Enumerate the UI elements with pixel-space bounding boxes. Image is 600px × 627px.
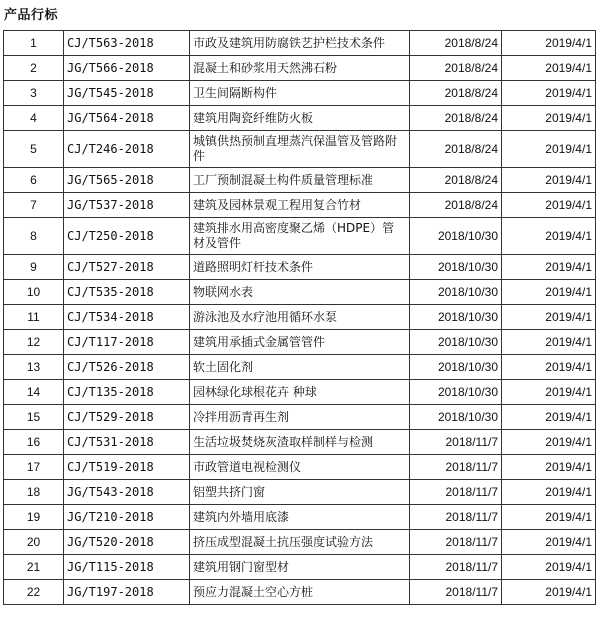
publish-date: 2018/8/24 xyxy=(410,56,502,81)
standard-code: CJ/T135-2018 xyxy=(64,380,190,405)
publish-date: 2018/8/24 xyxy=(410,193,502,218)
effective-date: 2019/4/1 xyxy=(502,480,596,505)
publish-date: 2018/8/24 xyxy=(410,168,502,193)
standard-code: CJ/T531-2018 xyxy=(64,430,190,455)
publish-date: 2018/8/24 xyxy=(410,131,502,168)
publish-date: 2018/10/30 xyxy=(410,255,502,280)
standard-code: CJ/T519-2018 xyxy=(64,455,190,480)
row-number: 6 xyxy=(4,168,64,193)
row-number: 10 xyxy=(4,280,64,305)
publish-date: 2018/11/7 xyxy=(410,430,502,455)
effective-date: 2019/4/1 xyxy=(502,131,596,168)
standard-code: CJ/T246-2018 xyxy=(64,131,190,168)
effective-date: 2019/4/1 xyxy=(502,505,596,530)
standards-table xyxy=(3,30,596,605)
publish-date: 2018/11/7 xyxy=(410,480,502,505)
standard-code: JG/T537-2018 xyxy=(64,193,190,218)
row-number: 18 xyxy=(4,480,64,505)
standard-code: CJ/T534-2018 xyxy=(64,305,190,330)
effective-date: 2019/4/1 xyxy=(502,168,596,193)
table-row xyxy=(4,530,596,555)
standard-name: 建筑用钢门窗型材 xyxy=(190,555,410,580)
effective-date: 2019/4/1 xyxy=(502,330,596,355)
effective-date: 2019/4/1 xyxy=(502,81,596,106)
table-row xyxy=(4,193,596,218)
standard-name: 市政及建筑用防腐铁艺护栏技术条件 xyxy=(190,31,410,56)
standard-name: 铝塑共挤门窗 xyxy=(190,480,410,505)
standard-code: JG/T564-2018 xyxy=(64,106,190,131)
effective-date: 2019/4/1 xyxy=(502,530,596,555)
row-number: 7 xyxy=(4,193,64,218)
page-title: 产品行标 xyxy=(4,8,59,23)
standard-code: JG/T545-2018 xyxy=(64,81,190,106)
standard-code: CJ/T117-2018 xyxy=(64,330,190,355)
publish-date: 2018/8/24 xyxy=(410,106,502,131)
standard-code: CJ/T535-2018 xyxy=(64,280,190,305)
standard-name: 混凝土和砂浆用天然沸石粉 xyxy=(190,56,410,81)
row-number: 4 xyxy=(4,106,64,131)
effective-date: 2019/4/1 xyxy=(502,280,596,305)
publish-date: 2018/10/30 xyxy=(410,305,502,330)
row-number: 21 xyxy=(4,555,64,580)
standard-name: 建筑内外墙用底漆 xyxy=(190,505,410,530)
row-number: 3 xyxy=(4,81,64,106)
standard-name: 挤压成型混凝土抗压强度试验方法 xyxy=(190,530,410,555)
publish-date: 2018/10/30 xyxy=(410,405,502,430)
effective-date: 2019/4/1 xyxy=(502,405,596,430)
publish-date: 2018/11/7 xyxy=(410,530,502,555)
row-number: 20 xyxy=(4,530,64,555)
publish-date: 2018/8/24 xyxy=(410,81,502,106)
effective-date: 2019/4/1 xyxy=(502,31,596,56)
table-row xyxy=(4,455,596,480)
standard-code: CJ/T529-2018 xyxy=(64,405,190,430)
publish-date: 2018/10/30 xyxy=(410,218,502,255)
row-number: 22 xyxy=(4,580,64,605)
standard-name: 生活垃圾焚烧灰渣取样制样与检测 xyxy=(190,430,410,455)
standard-code: JG/T210-2018 xyxy=(64,505,190,530)
publish-date: 2018/10/30 xyxy=(410,330,502,355)
table-row xyxy=(4,106,596,131)
table-row xyxy=(4,555,596,580)
publish-date: 2018/11/7 xyxy=(410,505,502,530)
publish-date: 2018/8/24 xyxy=(410,31,502,56)
standard-name: 冷拌用沥青再生剂 xyxy=(190,405,410,430)
table-row xyxy=(4,56,596,81)
effective-date: 2019/4/1 xyxy=(502,430,596,455)
effective-date: 2019/4/1 xyxy=(502,555,596,580)
row-number: 9 xyxy=(4,255,64,280)
effective-date: 2019/4/1 xyxy=(502,380,596,405)
row-number: 17 xyxy=(4,455,64,480)
standard-name: 城镇供热预制直埋蒸汽保温管及管路附件 xyxy=(190,131,410,168)
standard-name: 建筑及园林景观工程用复合竹材 xyxy=(190,193,410,218)
row-number: 15 xyxy=(4,405,64,430)
standard-code: CJ/T527-2018 xyxy=(64,255,190,280)
standard-name: 园林绿化球根花卉 种球 xyxy=(190,380,410,405)
table-row xyxy=(4,480,596,505)
standard-name: 建筑用陶瓷纤维防火板 xyxy=(190,106,410,131)
table-row xyxy=(4,580,596,605)
row-number: 19 xyxy=(4,505,64,530)
standard-code: JG/T565-2018 xyxy=(64,168,190,193)
effective-date: 2019/4/1 xyxy=(502,193,596,218)
row-number: 13 xyxy=(4,355,64,380)
standard-code: JG/T197-2018 xyxy=(64,580,190,605)
standard-code: CJ/T526-2018 xyxy=(64,355,190,380)
table-row xyxy=(4,131,596,168)
standard-name: 物联网水表 xyxy=(190,280,410,305)
table-row xyxy=(4,218,596,255)
table-row xyxy=(4,380,596,405)
standard-name: 游泳池及水疗池用循环水泵 xyxy=(190,305,410,330)
effective-date: 2019/4/1 xyxy=(502,455,596,480)
row-number: 2 xyxy=(4,56,64,81)
table-row xyxy=(4,430,596,455)
row-number: 1 xyxy=(4,31,64,56)
effective-date: 2019/4/1 xyxy=(502,255,596,280)
standard-code: CJ/T250-2018 xyxy=(64,218,190,255)
row-number: 11 xyxy=(4,305,64,330)
effective-date: 2019/4/1 xyxy=(502,106,596,131)
publish-date: 2018/11/7 xyxy=(410,580,502,605)
standard-name: 市政管道电视检测仪 xyxy=(190,455,410,480)
standard-name: 预应力混凝土空心方桩 xyxy=(190,580,410,605)
standard-code: JG/T543-2018 xyxy=(64,480,190,505)
publish-date: 2018/10/30 xyxy=(410,380,502,405)
table-row xyxy=(4,355,596,380)
effective-date: 2019/4/1 xyxy=(502,305,596,330)
effective-date: 2019/4/1 xyxy=(502,355,596,380)
row-number: 16 xyxy=(4,430,64,455)
table-body xyxy=(4,31,596,605)
publish-date: 2018/11/7 xyxy=(410,455,502,480)
table-row xyxy=(4,280,596,305)
standard-code: JG/T115-2018 xyxy=(64,555,190,580)
row-number: 14 xyxy=(4,380,64,405)
effective-date: 2019/4/1 xyxy=(502,218,596,255)
standard-name: 道路照明灯杆技术条件 xyxy=(190,255,410,280)
row-number: 8 xyxy=(4,218,64,255)
publish-date: 2018/10/30 xyxy=(410,355,502,380)
effective-date: 2019/4/1 xyxy=(502,580,596,605)
table-row xyxy=(4,405,596,430)
table-row xyxy=(4,505,596,530)
table-row xyxy=(4,81,596,106)
table-row xyxy=(4,168,596,193)
standard-code: CJ/T563-2018 xyxy=(64,31,190,56)
row-number: 5 xyxy=(4,131,64,168)
table-row xyxy=(4,31,596,56)
row-number: 12 xyxy=(4,330,64,355)
standard-name: 建筑排水用高密度聚乙烯（HDPE）管材及管件 xyxy=(190,218,410,255)
publish-date: 2018/10/30 xyxy=(410,280,502,305)
standard-code: JG/T566-2018 xyxy=(64,56,190,81)
standard-name: 软土固化剂 xyxy=(190,355,410,380)
table-row xyxy=(4,305,596,330)
table-row xyxy=(4,330,596,355)
standard-name: 卫生间隔断构件 xyxy=(190,81,410,106)
publish-date: 2018/11/7 xyxy=(410,555,502,580)
standard-name: 工厂预制混凝土构件质量管理标准 xyxy=(190,168,410,193)
effective-date: 2019/4/1 xyxy=(502,56,596,81)
table-row xyxy=(4,255,596,280)
standard-code: JG/T520-2018 xyxy=(64,530,190,555)
standard-name: 建筑用承插式金属管管件 xyxy=(190,330,410,355)
